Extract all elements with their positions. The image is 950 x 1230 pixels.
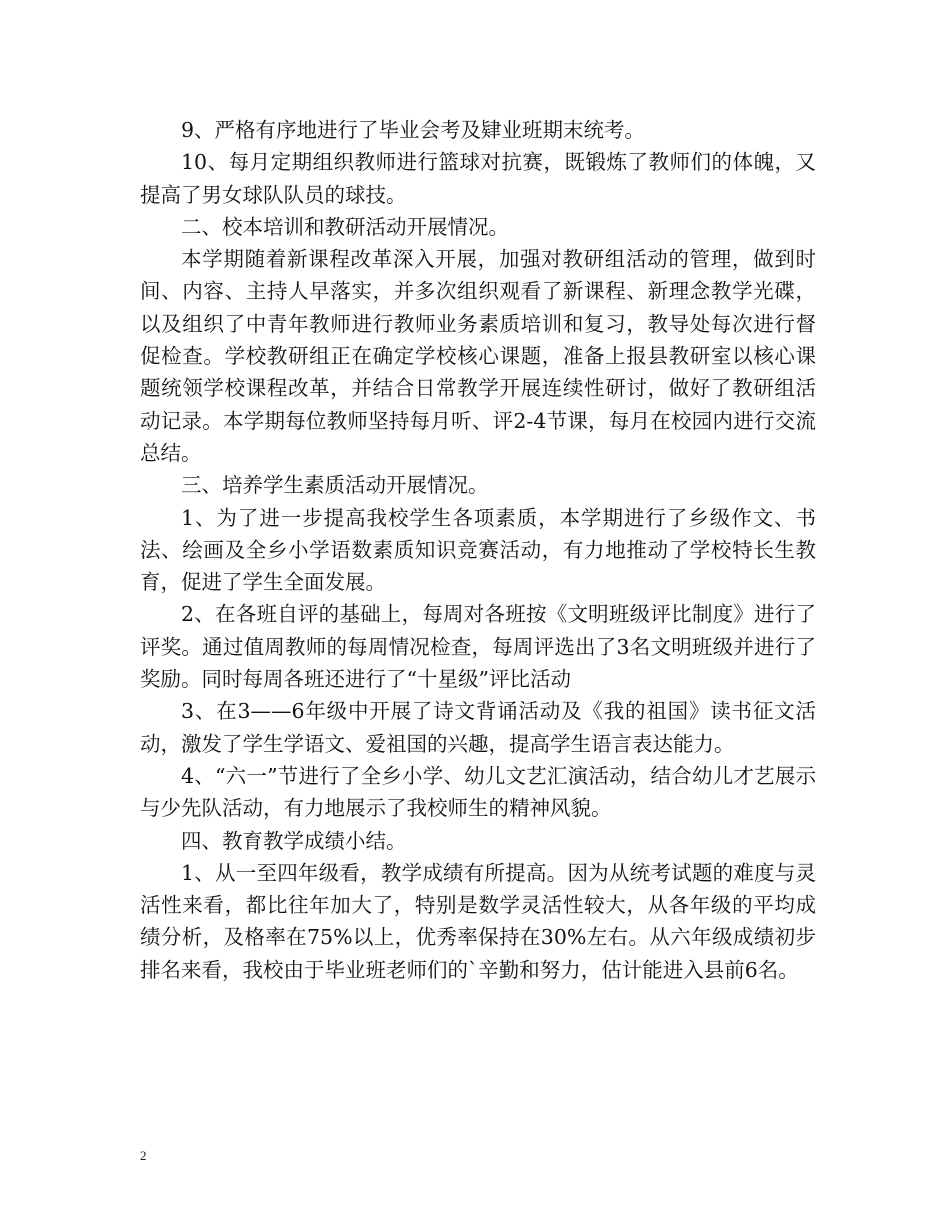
paragraph-teaching-research: 本学期随着新课程改革深入开展，加强对教研组活动的管理，做到时间、内容、主持人早落实，并多次组织观看了新课程、新理念教学光碟，以及组织了中青年教师进行教师业务素质培训和复习，教导处每次进行督促检查。学校教研组正在确定学校核心课题，准备上报县教研室以核心课题统领学校课程改革，并结合日常教学开展连续性研讨，做好了教研组活动记录。本学期每位教师坚持每月听、评2-4节课，每月在校园内进行交流总结。 [140, 247, 816, 465]
paragraph-poetry-recitation: 3、在3——6年级中开展了诗文背诵活动及《我的祖国》读书征文活动，激发了学生学语文、爱祖国的兴趣，提高学生语言表达能力。 [140, 699, 816, 756]
section-heading-student-quality: 三、培养学生素质活动开展情况。 [181, 473, 489, 498]
paragraph-exam: 9、严格有序地进行了毕业会考及肄业班期末统考。 [181, 118, 646, 142]
paragraph-competitions: 1、为了进一步提高我校学生各项素质，本学期进行了乡级作文、书法、绘画及全乡小学语数素质知识竞赛活动，有力地推动了学校特长生教育，促进了学生全面发展。 [140, 505, 816, 595]
document-body [140, 114, 816, 986]
page-number: 2 [140, 1148, 147, 1163]
paragraph-civilized-class: 2、在各班自评的基础上，每周对各班按《文明班级评比制度》进行了评奖。通过值周教师的每周情况检查，每周评选出了3名文明班级并进行了奖励。同时每周各班还进行了“十星级”评比活动 [140, 602, 816, 692]
paragraph-grade-results: 1、从一至四年级看，教学成绩有所提高。因为从统考试题的难度与灵活性来看，都比往年加大了，特别是数学灵活性较大，从各年级的平均成绩分析，及格率在75%以上，优秀率保持在30%左右。从六年级成绩初步排名来看，我校由于毕业班老师们的`辛勤和努力，估计能进入县前6名。 [140, 860, 816, 982]
paragraph-childrens-day: 4、“六一”节进行了全乡小学、幼儿文艺汇演活动，结合幼儿才艺展示与少先队活动，有力地展示了我校师生的精神风貌。 [140, 763, 816, 821]
paragraph-basketball: 10、每月定期组织教师进行篮球对抗赛，既锻炼了教师们的体魄，又提高了男女球队队员的球技。 [140, 150, 816, 207]
section-heading-results: 四、教育教学成绩小结。 [181, 828, 407, 853]
section-heading-training: 二、校本培训和教研活动开展情况。 [181, 214, 509, 239]
